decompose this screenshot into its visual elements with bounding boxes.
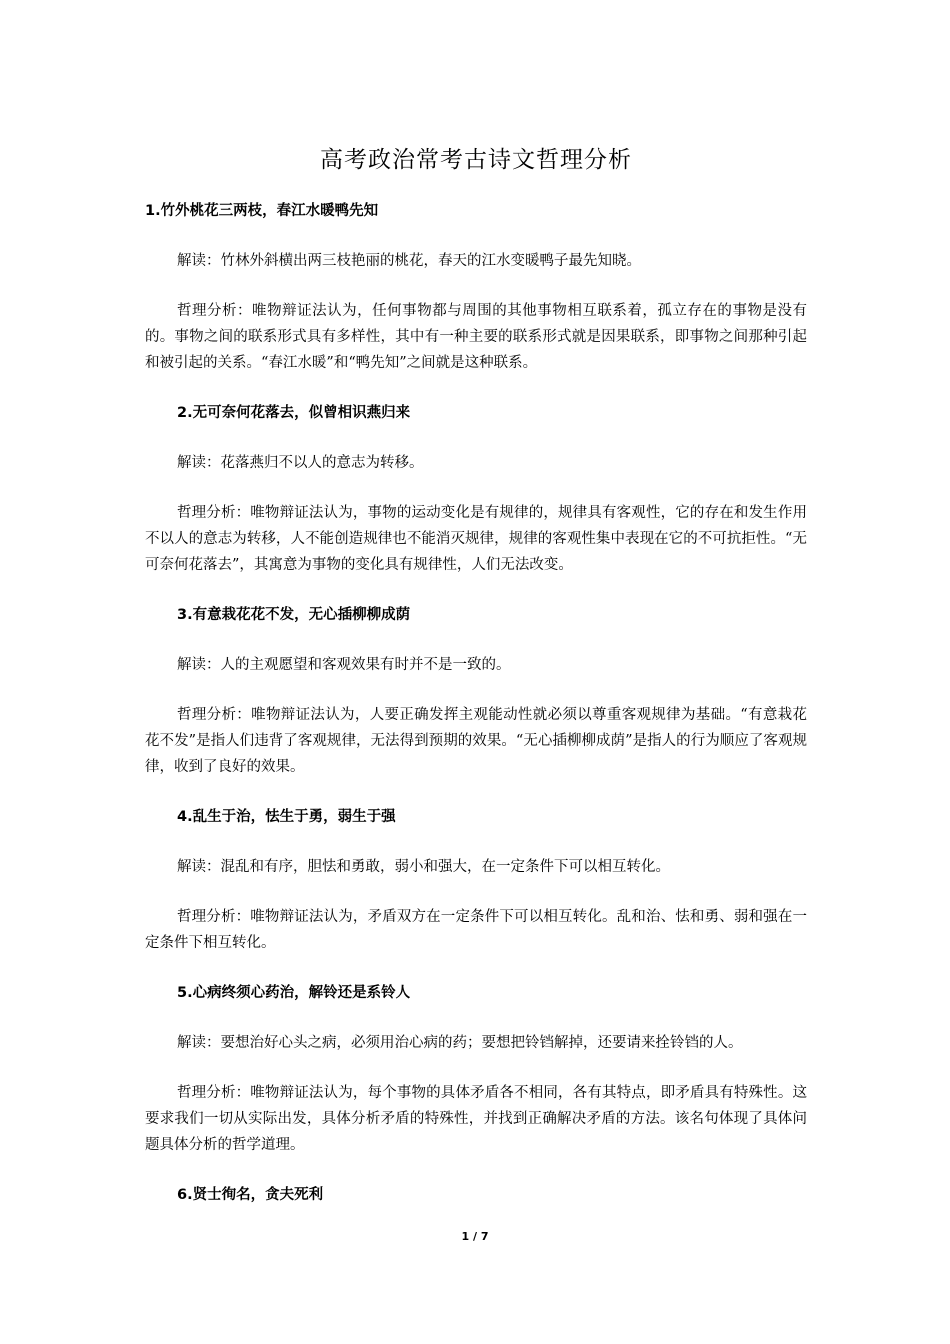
- section-heading: 2.无可奈何花落去，似曾相识燕归来: [177, 405, 411, 421]
- analysis-paragraph: 哲理分析：唯物辩证法认为，事物的运动变化是有规律的，规律具有客观性，它的存在和发生作用不以人的意志为转移，人不能创造规律也不能消灭规律，规律的客观性集中表现在它的不可抗拒性。“无可奈何花落去”，其寓意为事物的变化具有规律性，人们无法改变。: [145, 505, 807, 573]
- analysis-paragraph: 哲理分析：唯物辩证法认为，任何事物都与周围的其他事物相互联系着，孤立存在的事物是没有的。事物之间的联系形式具有多样性，其中有一种主要的联系形式就是因果联系，即事物之间那种引起和被引起的关系。“春江水暖”和“鸭先知”之间就是这种联系。: [145, 303, 807, 371]
- section-heading: 1.竹外桃花三两枝，春江水暖鸭先知: [145, 203, 379, 219]
- analysis-paragraph: 哲理分析：唯物辩证法认为，每个事物的具体矛盾各不相同，各有其特点，即矛盾具有特殊性。这要求我们一切从实际出发，具体分析矛盾的特殊性，并找到正确解决矛盾的方法。该名句体现了具体问题具体分析的哲学道理。: [145, 1085, 807, 1153]
- section-6: [145, 1182, 807, 1208]
- section-heading: 4.乱生于治，怯生于勇，弱生于强: [177, 809, 396, 825]
- section-3: [145, 602, 807, 780]
- interpretation-paragraph: 解读：混乱和有序，胆怯和勇敢，弱小和强大，在一定条件下可以相互转化。: [177, 859, 670, 875]
- section-heading: 6.贤士徇名，贪夫死利: [177, 1187, 324, 1203]
- section-5: [145, 980, 807, 1158]
- section-4: [145, 804, 807, 956]
- document-title: 高考政治常考古诗文哲理分析: [320, 147, 632, 173]
- section-1: [145, 198, 807, 376]
- section-2: [145, 400, 807, 578]
- interpretation-paragraph: 解读：花落燕归不以人的意志为转移。: [177, 455, 424, 471]
- analysis-paragraph: 哲理分析：唯物辩证法认为，人要正确发挥主观能动性就必须以尊重客观规律为基础。“有意栽花花不发”是指人们违背了客观规律，无法得到预期的效果。“无心插柳柳成荫”是指人的行为顺应了客观规律，收到了良好的效果。: [145, 707, 807, 775]
- analysis-paragraph: 哲理分析：唯物辩证法认为，矛盾双方在一定条件下可以相互转化。乱和治、怯和勇、弱和强在一定条件下相互转化。: [145, 909, 807, 951]
- page-number: 1 / 7: [461, 1230, 489, 1243]
- document-body: [145, 140, 807, 1232]
- interpretation-paragraph: 解读：要想治好心头之病，必须用治心病的药；要想把铃铛解掉，还要请来拴铃铛的人。: [177, 1035, 743, 1051]
- interpretation-paragraph: 解读：竹林外斜横出两三枝艳丽的桃花，春天的江水变暖鸭子最先知晓。: [177, 253, 641, 269]
- section-heading: 3.有意栽花花不发，无心插柳柳成荫: [177, 607, 411, 623]
- interpretation-paragraph: 解读：人的主观愿望和客观效果有时并不是一致的。: [177, 657, 511, 673]
- section-heading: 5.心病终须心药治，解铃还是系铃人: [177, 985, 411, 1001]
